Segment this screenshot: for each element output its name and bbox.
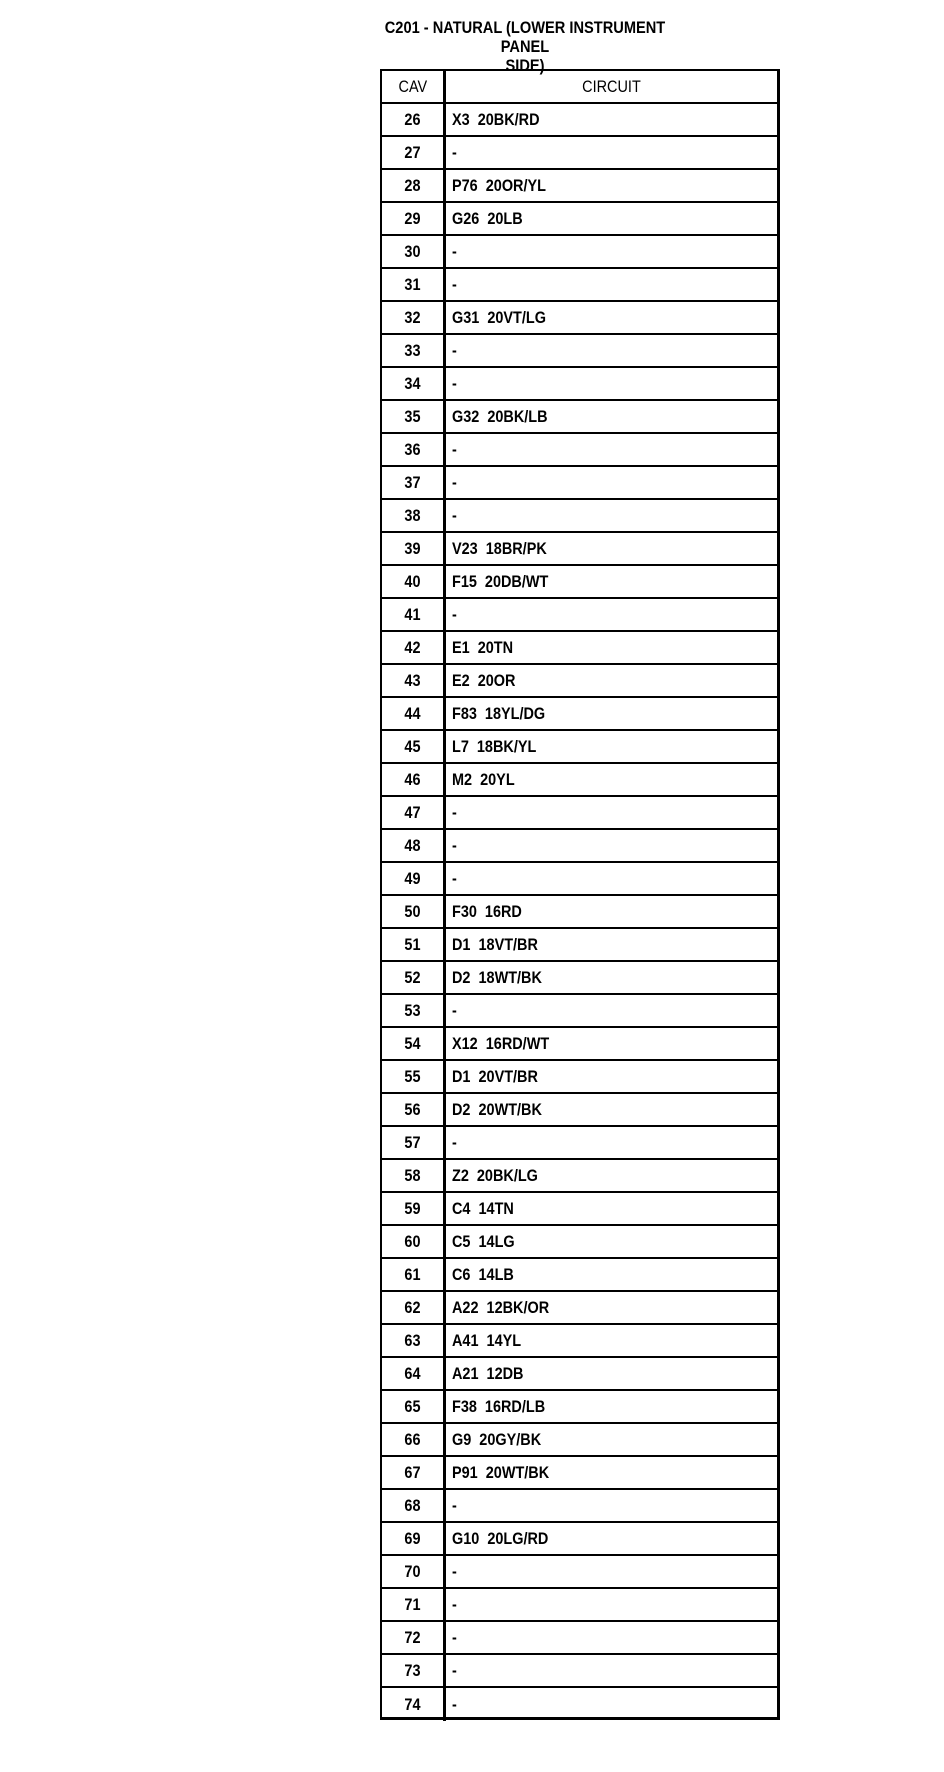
- circuit-code: A22 12BK/OR: [452, 1297, 550, 1317]
- cav-cell: [382, 632, 446, 663]
- table-header-row: [382, 71, 777, 104]
- cav-cell: [382, 1589, 446, 1620]
- cav-cell: [382, 203, 446, 234]
- circuit-cell: [446, 830, 777, 861]
- circuit-cell: [446, 995, 777, 1026]
- circuit-cell: [446, 104, 777, 135]
- cav-cell: [382, 896, 446, 927]
- cav-number: 46: [404, 769, 421, 789]
- circuit-cell: [446, 764, 777, 795]
- table-row: [382, 566, 777, 599]
- cav-number: 28: [404, 175, 421, 195]
- cav-cell: [382, 1061, 446, 1092]
- circuit-code: P91 20WT/BK: [452, 1462, 550, 1482]
- cav-number: 62: [404, 1297, 421, 1317]
- table-row: [382, 434, 777, 467]
- circuit-code: -: [452, 505, 457, 525]
- cav-cell: [382, 1490, 446, 1521]
- circuit-cell: [446, 1589, 777, 1620]
- circuit-cell: [446, 533, 777, 564]
- circuit-cell: [446, 1556, 777, 1587]
- cav-number: 50: [404, 901, 421, 921]
- header-cav-cell: [382, 71, 446, 102]
- cav-cell: [382, 665, 446, 696]
- table-row: [382, 1622, 777, 1655]
- table-row: [382, 302, 777, 335]
- cav-number: 35: [404, 406, 421, 426]
- table-row: [382, 830, 777, 863]
- circuit-code: -: [452, 1660, 457, 1680]
- cav-number: 67: [404, 1462, 421, 1482]
- cav-cell: [382, 1160, 446, 1191]
- header-circuit-cell: [446, 71, 777, 102]
- table-row: [382, 1490, 777, 1523]
- circuit-cell: [446, 1226, 777, 1257]
- table-row: [382, 1523, 777, 1556]
- circuit-cell: [446, 170, 777, 201]
- circuit-code: X12 16RD/WT: [452, 1033, 550, 1053]
- cav-number: 52: [404, 967, 421, 987]
- circuit-cell: [446, 929, 777, 960]
- cav-cell: [382, 137, 446, 168]
- table-row: [382, 929, 777, 962]
- cav-cell: [382, 995, 446, 1026]
- circuit-code: X3 20BK/RD: [452, 109, 540, 129]
- cav-cell: [382, 1391, 446, 1422]
- circuit-cell: [446, 1292, 777, 1323]
- table-row: [382, 1325, 777, 1358]
- circuit-code: -: [452, 1132, 457, 1152]
- cav-cell: [382, 269, 446, 300]
- table-row: [382, 632, 777, 665]
- cav-cell: [382, 698, 446, 729]
- table-row: [382, 1193, 777, 1226]
- circuit-code: -: [452, 1694, 457, 1714]
- cav-cell: [382, 830, 446, 861]
- cav-number: 61: [404, 1264, 421, 1284]
- cav-cell: [382, 368, 446, 399]
- header-cav-label: CAV: [398, 76, 427, 96]
- cav-number: 30: [404, 241, 421, 261]
- circuit-cell: [446, 1061, 777, 1092]
- cav-number: 53: [404, 1000, 421, 1020]
- circuit-code: F38 16RD/LB: [452, 1396, 546, 1416]
- circuit-cell: [446, 1688, 777, 1721]
- cav-number: 31: [404, 274, 421, 294]
- table-row: [382, 731, 777, 764]
- cav-number: 43: [404, 670, 421, 690]
- cav-number: 63: [404, 1330, 421, 1350]
- table-row: [382, 1061, 777, 1094]
- circuit-cell: [446, 269, 777, 300]
- cav-number: 33: [404, 340, 421, 360]
- circuit-cell: [446, 203, 777, 234]
- cav-cell: [382, 863, 446, 894]
- circuit-cell: [446, 1457, 777, 1488]
- circuit-code: -: [452, 1495, 457, 1515]
- table-row: [382, 533, 777, 566]
- cav-number: 38: [404, 505, 421, 525]
- cav-cell: [382, 797, 446, 828]
- circuit-cell: [446, 1490, 777, 1521]
- circuit-code: C6 14LB: [452, 1264, 514, 1284]
- circuit-code: -: [452, 340, 457, 360]
- circuit-code: G26 20LB: [452, 208, 523, 228]
- cav-cell: [382, 1688, 446, 1721]
- cav-number: 60: [404, 1231, 421, 1251]
- circuit-code: -: [452, 439, 457, 459]
- cav-cell: [382, 1094, 446, 1125]
- circuit-code: D1 18VT/BR: [452, 934, 538, 954]
- cav-number: 29: [404, 208, 421, 228]
- cav-number: 36: [404, 439, 421, 459]
- circuit-code: -: [452, 802, 457, 822]
- title-line-1: C201 - NATURAL (LOWER INSTRUMENT PANEL: [384, 18, 666, 56]
- cav-number: 27: [404, 142, 421, 162]
- cav-cell: [382, 1292, 446, 1323]
- circuit-cell: [446, 236, 777, 267]
- cav-cell: [382, 1127, 446, 1158]
- circuit-code: L7 18BK/YL: [452, 736, 537, 756]
- table-row: [382, 236, 777, 269]
- circuit-code: G31 20VT/LG: [452, 307, 546, 327]
- cav-number: 42: [404, 637, 421, 657]
- cav-cell: [382, 599, 446, 630]
- circuit-code: D2 18WT/BK: [452, 967, 542, 987]
- page-title: [366, 18, 684, 75]
- circuit-code: F30 16RD: [452, 901, 522, 921]
- circuit-cell: [446, 401, 777, 432]
- circuit-cell: [446, 302, 777, 333]
- cav-cell: [382, 170, 446, 201]
- table-row: [382, 467, 777, 500]
- circuit-cell: [446, 434, 777, 465]
- circuit-cell: [446, 698, 777, 729]
- cav-cell: [382, 1655, 446, 1686]
- cav-number: 71: [404, 1594, 421, 1614]
- table-row: [382, 1292, 777, 1325]
- table-row: [382, 1391, 777, 1424]
- table-row: [382, 170, 777, 203]
- cav-number: 56: [404, 1099, 421, 1119]
- cav-number: 26: [404, 109, 421, 129]
- cav-number: 69: [404, 1528, 421, 1548]
- circuit-code: -: [452, 472, 457, 492]
- circuit-code: D2 20WT/BK: [452, 1099, 542, 1119]
- table-row: [382, 368, 777, 401]
- cav-number: 48: [404, 835, 421, 855]
- cav-number: 45: [404, 736, 421, 756]
- table-row: [382, 203, 777, 236]
- cav-cell: [382, 1424, 446, 1455]
- table-row: [382, 896, 777, 929]
- circuit-code: F83 18YL/DG: [452, 703, 546, 723]
- cav-number: 65: [404, 1396, 421, 1416]
- cav-cell: [382, 1457, 446, 1488]
- circuit-code: -: [452, 1627, 457, 1647]
- cav-cell: [382, 1193, 446, 1224]
- cav-number: 34: [404, 373, 421, 393]
- cav-cell: [382, 1259, 446, 1290]
- cav-number: 59: [404, 1198, 421, 1218]
- circuit-code: -: [452, 604, 457, 624]
- circuit-cell: [446, 1127, 777, 1158]
- cav-cell: [382, 401, 446, 432]
- table-row: [382, 269, 777, 302]
- cav-number: 40: [404, 571, 421, 591]
- cav-number: 41: [404, 604, 421, 624]
- circuit-cell: [446, 1094, 777, 1125]
- table-row: [382, 764, 777, 797]
- circuit-code: Z2 20BK/LG: [452, 1165, 538, 1185]
- cav-number: 54: [404, 1033, 421, 1053]
- table-row: [382, 1556, 777, 1589]
- cav-cell: [382, 764, 446, 795]
- circuit-cell: [446, 1325, 777, 1356]
- cav-cell: [382, 731, 446, 762]
- cav-number: 49: [404, 868, 421, 888]
- circuit-code: G32 20BK/LB: [452, 406, 548, 426]
- cav-cell: [382, 500, 446, 531]
- cav-number: 72: [404, 1627, 421, 1647]
- cav-number: 66: [404, 1429, 421, 1449]
- table-row: [382, 335, 777, 368]
- cav-cell: [382, 962, 446, 993]
- circuit-cell: [446, 1358, 777, 1389]
- table-row: [382, 797, 777, 830]
- circuit-code: E2 20OR: [452, 670, 516, 690]
- cav-cell: [382, 1028, 446, 1059]
- circuit-code: -: [452, 274, 457, 294]
- cav-cell: [382, 1226, 446, 1257]
- cav-cell: [382, 335, 446, 366]
- table-row: [382, 665, 777, 698]
- circuit-cell: [446, 1193, 777, 1224]
- circuit-cell: [446, 137, 777, 168]
- circuit-code: G9 20GY/BK: [452, 1429, 542, 1449]
- cav-cell: [382, 104, 446, 135]
- circuit-cell: [446, 599, 777, 630]
- cav-number: 47: [404, 802, 421, 822]
- circuit-cell: [446, 896, 777, 927]
- table-row: [382, 1028, 777, 1061]
- circuit-cell: [446, 962, 777, 993]
- table-row: [382, 1457, 777, 1490]
- table-row: [382, 1688, 777, 1721]
- circuit-code: M2 20YL: [452, 769, 515, 789]
- cav-cell: [382, 1358, 446, 1389]
- table-row: [382, 1358, 777, 1391]
- table-row: [382, 500, 777, 533]
- table-row: [382, 599, 777, 632]
- cav-cell: [382, 1556, 446, 1587]
- circuit-code: -: [452, 1000, 457, 1020]
- circuit-code: P76 20OR/YL: [452, 175, 546, 195]
- cav-number: 57: [404, 1132, 421, 1152]
- circuit-code: E1 20TN: [452, 637, 514, 657]
- cav-cell: [382, 434, 446, 465]
- circuit-code: -: [452, 1594, 457, 1614]
- circuit-code: D1 20VT/BR: [452, 1066, 538, 1086]
- connector-table: [380, 69, 780, 1720]
- circuit-cell: [446, 566, 777, 597]
- circuit-cell: [446, 1259, 777, 1290]
- circuit-cell: [446, 500, 777, 531]
- circuit-cell: [446, 368, 777, 399]
- header-circuit-label: CIRCUIT: [582, 76, 641, 96]
- circuit-cell: [446, 467, 777, 498]
- circuit-cell: [446, 1424, 777, 1455]
- circuit-cell: [446, 665, 777, 696]
- table-row: [382, 1094, 777, 1127]
- table-row: [382, 1424, 777, 1457]
- table-row: [382, 137, 777, 170]
- circuit-code: G10 20LG/RD: [452, 1528, 549, 1548]
- cav-cell: [382, 533, 446, 564]
- cav-number: 73: [404, 1660, 421, 1680]
- cav-number: 55: [404, 1066, 421, 1086]
- circuit-cell: [446, 1028, 777, 1059]
- table-row: [382, 995, 777, 1028]
- circuit-cell: [446, 1622, 777, 1653]
- circuit-code: A21 12DB: [452, 1363, 524, 1383]
- table-row: [382, 1655, 777, 1688]
- cav-number: 51: [404, 934, 421, 954]
- cav-number: 37: [404, 472, 421, 492]
- table-row: [382, 962, 777, 995]
- circuit-code: -: [452, 373, 457, 393]
- circuit-code: -: [452, 241, 457, 261]
- cav-number: 44: [404, 703, 421, 723]
- cav-cell: [382, 1523, 446, 1554]
- table-row: [382, 401, 777, 434]
- cav-number: 68: [404, 1495, 421, 1515]
- title-line-2: SIDE): [505, 56, 545, 75]
- circuit-code: -: [452, 1561, 457, 1581]
- circuit-cell: [446, 1655, 777, 1686]
- circuit-code: C5 14LG: [452, 1231, 515, 1251]
- circuit-code: V23 18BR/PK: [452, 538, 547, 558]
- circuit-cell: [446, 797, 777, 828]
- table-row: [382, 1160, 777, 1193]
- cav-cell: [382, 1622, 446, 1653]
- circuit-cell: [446, 863, 777, 894]
- circuit-cell: [446, 335, 777, 366]
- circuit-code: -: [452, 142, 457, 162]
- circuit-cell: [446, 1391, 777, 1422]
- circuit-cell: [446, 731, 777, 762]
- cav-number: 70: [404, 1561, 421, 1581]
- table-row: [382, 1226, 777, 1259]
- circuit-code: -: [452, 868, 457, 888]
- cav-cell: [382, 1325, 446, 1356]
- cav-cell: [382, 929, 446, 960]
- circuit-cell: [446, 632, 777, 663]
- cav-cell: [382, 467, 446, 498]
- cav-cell: [382, 302, 446, 333]
- circuit-cell: [446, 1160, 777, 1191]
- cav-number: 64: [404, 1363, 421, 1383]
- table-row: [382, 1127, 777, 1160]
- table-row: [382, 1259, 777, 1292]
- circuit-code: F15 20DB/WT: [452, 571, 549, 591]
- cav-number: 32: [404, 307, 421, 327]
- cav-number: 58: [404, 1165, 421, 1185]
- cav-number: 39: [404, 538, 421, 558]
- circuit-code: -: [452, 835, 457, 855]
- circuit-code: C4 14TN: [452, 1198, 514, 1218]
- cav-number: 74: [404, 1694, 421, 1714]
- circuit-code: A41 14YL: [452, 1330, 522, 1350]
- table-row: [382, 104, 777, 137]
- table-row: [382, 698, 777, 731]
- cav-cell: [382, 236, 446, 267]
- cav-cell: [382, 566, 446, 597]
- circuit-cell: [446, 1523, 777, 1554]
- table-row: [382, 1589, 777, 1622]
- table-row: [382, 863, 777, 896]
